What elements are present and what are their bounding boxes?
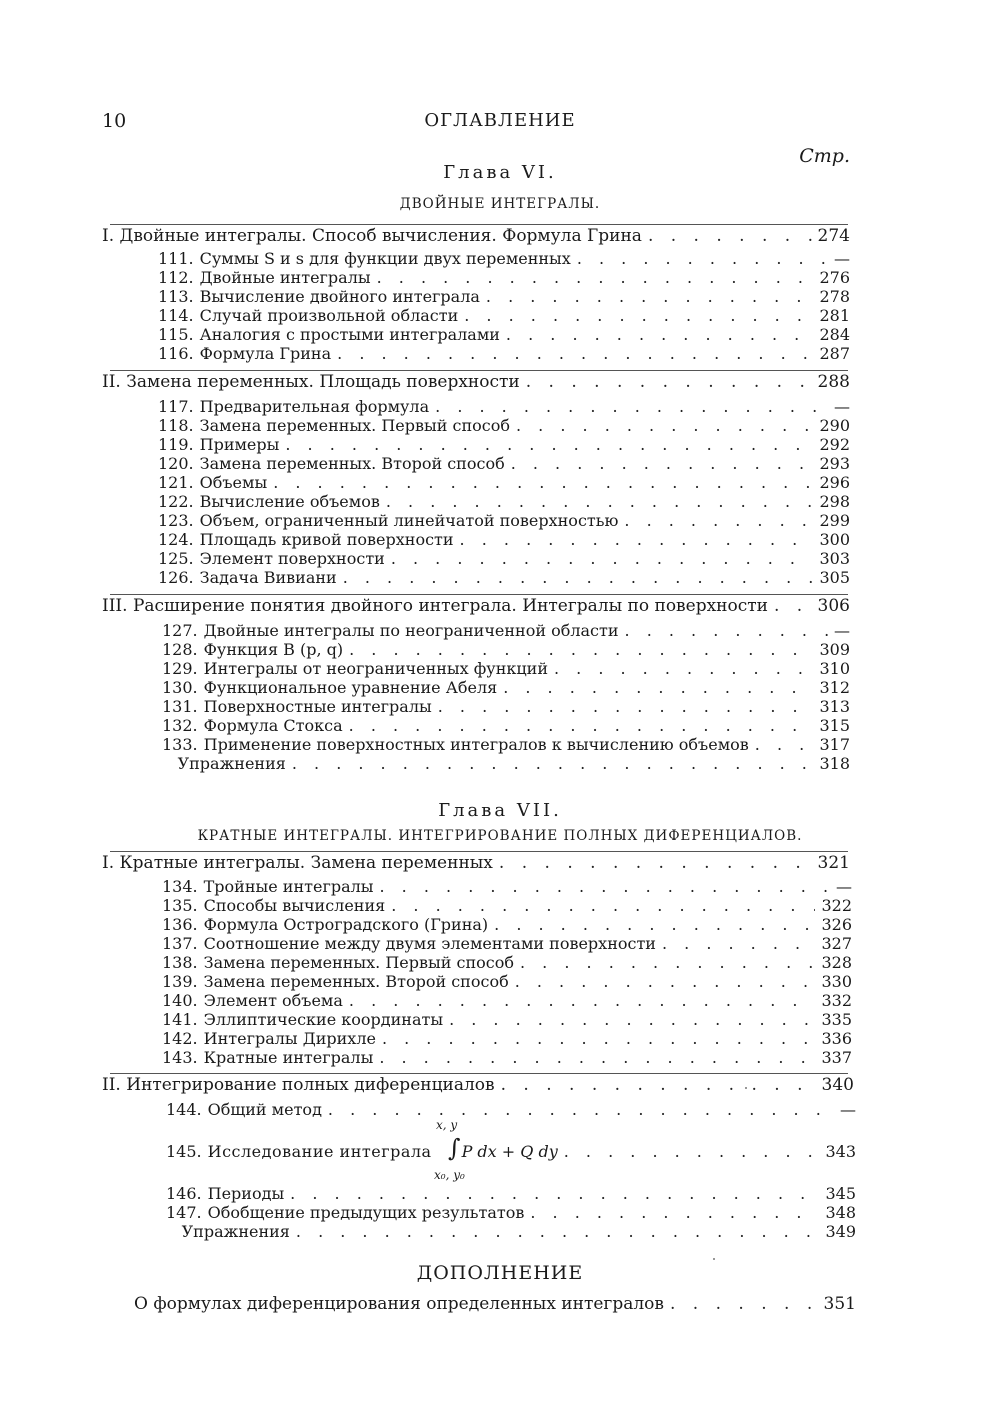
toc-item[interactable] (162, 1048, 852, 1068)
integral-upper-limit: x, y (436, 1118, 458, 1132)
item-page: 296 (819, 473, 850, 492)
divider-rule (110, 594, 848, 595)
toc-item[interactable] (158, 492, 850, 512)
section-page: 274 (817, 226, 850, 246)
toc-item[interactable] (158, 454, 850, 474)
item-title: Замена переменных. Первый способ (203, 953, 514, 972)
item-title: Периоды (207, 1184, 285, 1203)
dot-leader (460, 530, 814, 550)
item-number: 111. (158, 249, 194, 268)
dot-leader (755, 735, 814, 755)
toc-item[interactable] (158, 416, 850, 436)
chapter-6-title: ДВОЙНЫЕ ИНТЕГРАЛЫ. (399, 196, 601, 212)
toc-item[interactable] (158, 549, 850, 569)
toc-item (166, 1142, 856, 1162)
item-number: 126. (158, 568, 194, 587)
item-page: 336 (821, 1029, 852, 1048)
toc-item-integral[interactable] (166, 1118, 856, 1190)
item-title: Применение поверхностных интегралов к вычислению объемов (203, 735, 749, 754)
toc-item[interactable] (162, 659, 850, 679)
item-title: Эллиптические координаты (203, 1010, 444, 1029)
item-page: 309 (819, 640, 850, 659)
item-number: 119. (158, 435, 194, 454)
item-number: 125. (158, 549, 194, 568)
section-label: I. Кратные интегралы. Замена переменных (102, 853, 493, 873)
item-page: 305 (819, 568, 850, 587)
toc-item[interactable] (158, 287, 850, 307)
item-title: Замена переменных. Второй способ (203, 972, 509, 991)
dot-leader (449, 1010, 815, 1030)
item-title: Объем, ограниченный линейчатой поверхностью (199, 511, 619, 530)
item-title: Формула Грина (199, 344, 332, 363)
dot-leader (530, 1203, 819, 1223)
dot-leader (662, 934, 815, 954)
item-title: Формула Стокса (203, 716, 343, 735)
item-page: — (836, 877, 852, 896)
item-title: Обобщение предыдущих результатов (207, 1203, 525, 1222)
toc-item[interactable] (158, 511, 850, 531)
toc-item[interactable] (158, 473, 850, 493)
item-page: 300 (819, 530, 850, 549)
dot-leader (624, 511, 813, 531)
item-title: Аналогия с простыми интегралами (199, 325, 500, 344)
dot-leader (564, 1142, 820, 1162)
item-page: 284 (819, 325, 850, 344)
toc-section[interactable] (102, 226, 850, 246)
item-number: 116. (158, 344, 194, 363)
item-number: 117. (158, 397, 194, 416)
item-page: 281 (819, 306, 850, 325)
toc-item[interactable] (158, 435, 850, 455)
item-page: — (834, 249, 850, 268)
toc-item[interactable] (162, 716, 850, 736)
item-title: Способы вычисления (203, 896, 386, 915)
item-number: 129. (162, 659, 198, 678)
dot-leader (464, 306, 813, 326)
dot-leader (377, 268, 814, 288)
toc-item[interactable] (162, 953, 852, 973)
item-title: Упражнения (181, 1222, 290, 1241)
item-title: Кратные интегралы (203, 1048, 374, 1067)
toc-item[interactable] (162, 972, 852, 992)
dot-leader (526, 372, 812, 392)
item-number: 135. (162, 896, 198, 915)
dot-leader (343, 568, 814, 588)
appendix-heading: ДОПОЛНЕНИЕ (416, 1262, 584, 1284)
section-label: I. Двойные интегралы. Способ вычисления. Формула Грина (102, 226, 642, 246)
toc-item[interactable] (158, 249, 850, 269)
item-number: 114. (158, 306, 194, 325)
item-title: Функциональное уравнение Абеля (203, 678, 498, 697)
dot-leader (516, 416, 813, 436)
item-number: 141. (162, 1010, 198, 1029)
item-title: Замена переменных. Первый способ (199, 416, 510, 435)
item-page: 315 (819, 716, 850, 735)
scan-speck (745, 1087, 747, 1089)
item-page: 348 (825, 1203, 856, 1222)
item-title: Общий метод (207, 1100, 322, 1119)
dot-leader (648, 226, 812, 246)
item-title: Исследование интеграла (207, 1142, 432, 1161)
page-column-label: Стр. (799, 145, 850, 167)
dot-leader (625, 621, 828, 641)
item-title: Случай произвольной области (199, 306, 459, 325)
item-title: Двойные интегралы по неограниченной области (203, 621, 619, 640)
dot-leader (290, 1184, 819, 1204)
section-page: 306 (817, 596, 850, 616)
dot-leader (379, 1048, 815, 1068)
dot-leader (494, 915, 815, 935)
item-title: Соотношение между двумя элементами поверхности (203, 934, 656, 953)
dot-leader (285, 435, 813, 455)
page-number: 10 (102, 110, 127, 132)
item-title: Двойные интегралы (199, 268, 371, 287)
item-page: 328 (821, 953, 852, 972)
item-number: 130. (162, 678, 198, 697)
item-number: 112. (158, 268, 194, 287)
item-page: 313 (819, 697, 850, 716)
item-number: 127. (162, 621, 198, 640)
running-title: ОГЛАВЛЕНИЕ (424, 110, 576, 131)
item-number: 140. (162, 991, 198, 1010)
chapter-7-heading: Глава VII. (438, 800, 562, 821)
item-page: 299 (819, 511, 850, 530)
dot-leader (501, 1075, 816, 1095)
toc-item[interactable] (158, 530, 850, 550)
item-page: 310 (819, 659, 850, 678)
chapter-6-heading: Глава VI. (443, 162, 557, 183)
item-number: 138. (162, 953, 198, 972)
toc-item[interactable] (162, 896, 852, 916)
dot-leader (577, 249, 828, 269)
toc-item[interactable] (166, 1203, 856, 1223)
item-title: Вычисление объемов (199, 492, 380, 511)
item-page: — (834, 397, 850, 416)
toc-section[interactable] (102, 596, 850, 616)
dot-leader (273, 473, 813, 493)
dot-leader (486, 287, 814, 307)
toc-item[interactable] (158, 268, 850, 288)
section-page: 340 (821, 1075, 854, 1095)
item-page: 332 (821, 991, 852, 1010)
toc-item[interactable] (162, 877, 852, 897)
item-number: 145. (166, 1142, 202, 1161)
dot-leader (349, 716, 814, 736)
dot-leader (515, 972, 816, 992)
toc-item[interactable] (162, 621, 850, 641)
dot-leader (506, 325, 814, 345)
dot-leader (511, 454, 814, 474)
item-number: 120. (158, 454, 194, 473)
item-number: 115. (158, 325, 194, 344)
item-title: Интегралы от неограниченных функций (203, 659, 548, 678)
item-number: 147. (166, 1203, 202, 1222)
item-number: 124. (158, 530, 194, 549)
dot-leader (292, 754, 814, 774)
dot-leader (670, 1294, 818, 1314)
item-title: Суммы S и s для функции двух переменных (199, 249, 571, 268)
chapter-7-title: КРАТНЫЕ ИНТЕГРАЛЫ. ИНТЕГРИРОВАНИЕ ПОЛНЫХ ДИФЕРЕНЦИАЛОВ. (197, 828, 803, 844)
item-title: Интегралы Дирихле (203, 1029, 376, 1048)
divider-rule (110, 1073, 848, 1074)
item-number: 122. (158, 492, 194, 511)
item-number: 143. (162, 1048, 198, 1067)
section-label: II. Интегрирование полных диференциалов (102, 1075, 495, 1095)
item-page: 345 (825, 1184, 856, 1203)
item-title: Площадь кривой поверхности (199, 530, 454, 549)
item-title: Функция B (p, q) (203, 640, 344, 659)
dot-leader (774, 596, 812, 616)
dot-leader (380, 877, 831, 897)
toc-section[interactable] (102, 372, 850, 392)
section-label: II. Замена переменных. Площадь поверхности (102, 372, 520, 392)
scan-speck (713, 1258, 715, 1260)
item-page: 318 (819, 754, 850, 773)
dot-leader (520, 953, 815, 973)
divider-rule (110, 224, 848, 225)
dot-leader (382, 1029, 816, 1049)
item-title: Элемент объема (203, 991, 343, 1010)
item-title: Примеры (199, 435, 280, 454)
toc-item[interactable] (162, 735, 850, 755)
section-page: 288 (817, 372, 850, 392)
toc-item[interactable] (166, 1184, 856, 1204)
toc-item[interactable] (158, 568, 850, 588)
section-page: 321 (817, 853, 850, 873)
integral-sign-icon: ∫ (448, 1134, 461, 1162)
item-page: 290 (819, 416, 850, 435)
item-page: 337 (821, 1048, 852, 1067)
toc-item[interactable] (158, 306, 850, 326)
divider-rule (110, 851, 848, 852)
toc-item[interactable] (166, 1222, 856, 1242)
dot-leader (391, 896, 815, 916)
item-number: 113. (158, 287, 194, 306)
item-title: Тройные интегралы (203, 877, 374, 896)
dot-leader (349, 991, 816, 1011)
dot-leader (349, 640, 813, 660)
dot-leader (328, 1100, 834, 1120)
dot-leader (386, 492, 814, 512)
item-page: 276 (819, 268, 850, 287)
item-page: — (840, 1100, 856, 1119)
appendix-entry-page: 351 (823, 1294, 856, 1314)
integral-lower-limit: x₀, y₀ (434, 1168, 465, 1182)
item-page: 330 (821, 972, 852, 991)
item-title: Элемент поверхности (199, 549, 385, 568)
item-number: 118. (158, 416, 194, 435)
item-title: Поверхностные интегралы (203, 697, 432, 716)
dot-leader (554, 659, 813, 679)
item-title: Вычисление двойного интеграла (199, 287, 480, 306)
dot-leader (296, 1222, 820, 1242)
section-label: III. Расширение понятия двойного интеграла. Интегралы по поверхности (102, 596, 768, 616)
item-number: 144. (166, 1100, 202, 1119)
item-title: Упражнения (177, 754, 286, 773)
item-number: 132. (162, 716, 198, 735)
divider-rule (110, 370, 848, 371)
item-page: 278 (819, 287, 850, 306)
toc-item[interactable] (162, 1029, 852, 1049)
item-number: 123. (158, 511, 194, 530)
dot-leader (435, 397, 828, 417)
item-page: 343 (825, 1142, 856, 1161)
toc-section[interactable] (102, 1075, 854, 1095)
item-page: 326 (821, 915, 852, 934)
toc-item[interactable] (162, 934, 852, 954)
item-page: 292 (819, 435, 850, 454)
toc-item[interactable] (162, 697, 850, 717)
item-number: 133. (162, 735, 198, 754)
dot-leader (391, 549, 814, 569)
item-number: 137. (162, 934, 198, 953)
item-page: 335 (821, 1010, 852, 1029)
item-page: — (834, 621, 850, 640)
item-number: 134. (162, 877, 198, 896)
appendix-entry-title: О формулах диференцирования определенных интегралов (134, 1294, 664, 1314)
item-number: 136. (162, 915, 198, 934)
toc-item[interactable] (162, 678, 850, 698)
toc-appendix-entry[interactable] (134, 1294, 856, 1314)
item-title: Формула Остроградского (Грина) (203, 915, 489, 934)
item-page: 327 (821, 934, 852, 953)
toc-item[interactable] (158, 325, 850, 345)
item-page: 322 (821, 896, 852, 915)
toc-item[interactable] (162, 640, 850, 660)
item-page: 293 (819, 454, 850, 473)
toc-item[interactable] (158, 344, 850, 364)
item-title: Предварительная формула (199, 397, 430, 416)
item-number: 142. (162, 1029, 198, 1048)
item-number: 139. (162, 972, 198, 991)
item-page: 287 (819, 344, 850, 363)
item-page: 312 (819, 678, 850, 697)
toc-item[interactable] (162, 754, 850, 774)
item-page: 349 (825, 1222, 856, 1241)
item-title: Задача Вивиани (199, 568, 337, 587)
item-number: 146. (166, 1184, 202, 1203)
item-page: 317 (819, 735, 850, 754)
dot-leader (499, 853, 812, 873)
item-title: Объемы (199, 473, 268, 492)
toc-item[interactable] (158, 397, 850, 417)
item-number: 121. (158, 473, 194, 492)
toc-item[interactable] (162, 1010, 852, 1030)
toc-item[interactable] (166, 1100, 856, 1120)
integral-formula: P dx + Q dy (461, 1142, 558, 1161)
toc-item[interactable] (162, 991, 852, 1011)
toc-item[interactable] (162, 915, 852, 935)
item-page: 298 (819, 492, 850, 511)
item-number: 131. (162, 697, 198, 716)
item-number: 128. (162, 640, 198, 659)
toc-section[interactable] (102, 853, 850, 873)
item-page: 303 (819, 549, 850, 568)
dot-leader (503, 678, 813, 698)
dot-leader (438, 697, 814, 717)
dot-leader (337, 344, 813, 364)
item-title: Замена переменных. Второй способ (199, 454, 505, 473)
